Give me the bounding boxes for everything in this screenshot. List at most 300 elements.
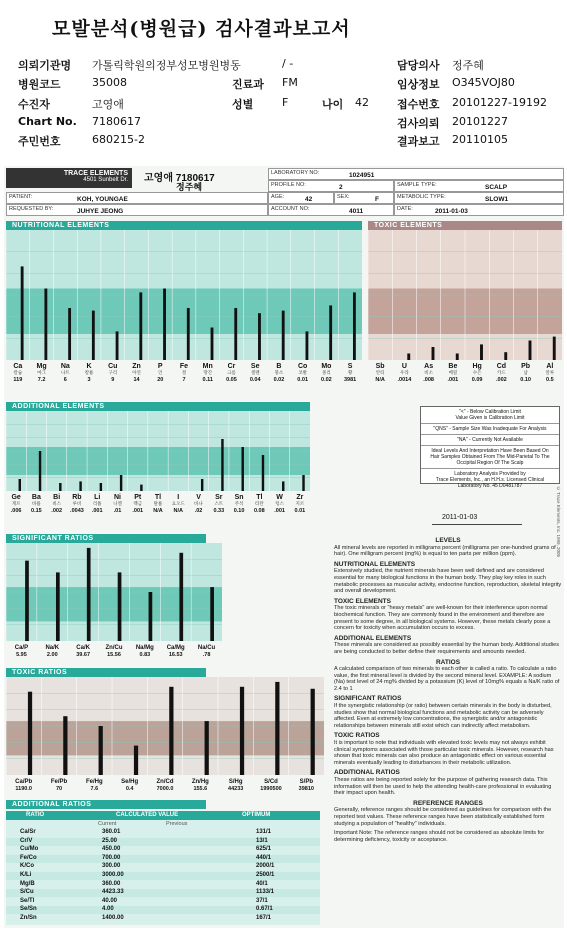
ratios-text: A calculated comparison of two minerals to each other is called a ratio. To calculate a ratio value, the first mineral level is divided by the second mineral level. EXAMPLE: A sodium (Na) test level of 24 mg% divided by a potassium (K) level of 10mg% equals a Na/K ratio of 2.4 to 1 [334,666,560,692]
bar [407,354,410,361]
korean-label: 철 [181,370,187,375]
current-value-cell: 360.01 [102,829,121,835]
ref-heading: REFERENCE RANGES [413,799,483,807]
ref-note: Important Note: The reference ranges should not be considered as absolute limits for determining deficiency, toxicity or acceptance. [334,830,545,843]
additional-header: ADDITIONAL ELEMENTS [6,402,310,411]
rrn-label: 주민번호 [18,135,61,148]
significant-ratios-chart [6,543,222,663]
patient-field: PATIENT: KOH, YOUNGAE [6,192,268,204]
table-row [6,863,320,871]
bar [163,289,166,361]
korean-label: 주석 [234,501,244,506]
korean-label: 티탄 [254,501,264,506]
korean-label: 인 [158,370,163,375]
value-label: 3981 [344,377,357,383]
value-label: 3 [87,377,91,383]
doctor-value: 정주혜 [452,59,484,72]
value-label: 0.15 [31,508,42,514]
handwritten-name: 고영애 7180617 [144,173,215,184]
bar [118,572,122,641]
chart-no-label: Chart No. [18,115,77,128]
bar [68,308,71,360]
category-label: Cd [496,363,507,370]
value-label: .002 [496,377,507,383]
bar [21,266,24,360]
sex-field: SEX: F [334,192,394,204]
add-ratios-header: ADDITIONAL RATIOS [6,800,206,809]
category-label: Mn [202,363,213,370]
category-label: Na [60,363,70,370]
table-row [6,915,320,923]
value-label: 7.2 [37,377,46,383]
category-label: Ca/Pb [15,779,33,785]
optimum-cell: 40/1 [256,880,268,887]
bar [282,481,284,491]
tox-heading: TOXIC ELEMENTS [334,597,391,605]
sex-value: F [282,96,289,109]
request-label: 검사의뢰 [397,117,440,130]
korean-label: 납 [523,370,528,375]
lab-logo: TRACE ELEMENTS 4501 Sunbelt Dr. [6,168,132,188]
value-label: 39810 [298,786,314,792]
korean-label: 요오드 [171,501,185,506]
bar [99,726,103,775]
table-row [6,838,320,846]
rrn-value: 680215-2 [92,133,145,146]
sig-heading: SIGNIFICANT RATIOS [334,695,402,703]
korean-label: 탈륨 [153,501,163,506]
table-row [6,872,320,880]
korean-label: 백금 [133,501,143,506]
korean-label: 아연 [132,370,141,375]
value-label: 70 [55,786,63,792]
bar [262,455,264,491]
bar [241,447,243,491]
category-label: Sr [215,494,223,501]
category-label: Rb [72,494,82,501]
current-value-cell: 4.00 [102,906,114,913]
current-value-cell: 360.00 [102,880,121,887]
category-label: Ca/P [14,645,29,651]
bar [92,311,95,360]
category-label: U [401,363,407,370]
category-label: Fe [179,363,189,370]
value-label: 39.67 [76,652,91,658]
tox-ratios-header: TOXIC RATIOS [6,668,206,677]
korean-label: 바나 [194,501,203,506]
category-label: Zn/Cu [105,645,123,651]
bar [120,475,122,491]
value-label: N/A [153,508,163,514]
value-label: 0.05 [226,377,237,383]
report-title: 모발분석(병원급) 검사결과보고서 [52,18,351,40]
bar [187,308,190,360]
value-label: 1190.0 [15,786,32,792]
value-label: .01 [113,508,122,514]
ar-heading: ADDITIONAL RATIOS [334,769,400,777]
bar [504,352,507,360]
reference-band [6,289,362,335]
sex-label: 성별 [232,98,254,111]
korean-label: 셀렌 [250,370,260,375]
bar [100,483,102,491]
korean-label: 루비 [72,501,82,506]
value-label: 0.5 [546,377,554,383]
sample-field: SAMPLE TYPE: SCALP [394,180,564,192]
category-label: Tl [256,494,263,501]
current-value-cell: 450.00 [102,846,121,853]
ratio-cell: Cr/V [20,837,33,844]
value-label: .02 [194,508,203,514]
tr-text: It is important to note that individuals with elevated toxic levels may not always exhibit clinical symptoms associated with those particular toxic minerals. However, research has shown that toxic minerals can also produce an antagonistic effect on various essential minerals eventually leading to disturbances in their metabolic utilization. [334,740,554,766]
value-label: 1990500 [260,786,282,792]
category-label: Sn [234,494,244,501]
category-label: Na/Mg [135,645,154,651]
receipt-label: 접수번호 [397,98,440,111]
receipt-value: 20101227-19192 [452,96,547,109]
value-label: 5.95 [16,652,27,658]
legend-box: "<" - Below Calibration Limit Value Given is Calibration Limit "QNS" - Sample Size Was Inadequate For Analysis "NA" - Currently Not Available Ideal Levels And Interpretation Have Been Based On Hair Samples Obtained From The Mid-Parietal To The Occipital Region Of The Scalp Laboratory Analysis Provided by Trace Elements, Inc., an H.H.s. Licensed Clinical Laboratory No. 45 D0481787 [420,406,560,484]
bar [56,572,60,641]
bar [282,311,285,360]
bar [210,587,214,641]
value-label: .001 [274,508,285,514]
levels-text: All mineral levels are reported in milligrams percent (milligrams per one-hundred grams of hair). One milligram percent (mg%) is equal to ten parts per million (ppm). [334,544,556,558]
optimum-cell: 13/1 [256,837,268,844]
korean-label: 비스 [52,501,62,506]
table-row [6,829,320,837]
value-label: 7 [182,377,186,383]
ratio-cell: Se/Tl [20,897,35,904]
clinical-label: 임상정보 [397,78,440,91]
value-label: .002 [51,508,63,514]
category-label: Sb [375,363,385,370]
category-label: P [157,363,163,370]
date-field: DATE: 2011-01-03 [394,204,564,216]
optimum-cell: 37/1 [256,897,268,904]
value-label: .001 [447,377,459,383]
category-label: Pb [521,363,531,370]
copyright-note: © Trace Elements, Inc. 1999, 2005 [556,486,561,558]
value-label: 0.02 [273,377,285,383]
bar [306,331,309,360]
value-label: 0.08 [253,508,265,514]
bar [456,354,459,361]
value-label: 14 [133,377,140,383]
bar [149,592,153,641]
value-label: .008 [423,377,434,383]
result-label: 결과보고 [397,135,440,148]
category-label: S/Pb [299,779,314,785]
hospital-code-label: 병원코드 [18,78,61,91]
category-label: Ca/K [76,645,90,651]
toxic-header: TOXIC ELEMENTS [368,221,562,230]
korean-label: 나트 [60,370,70,375]
clinical-value: O345VOJ80 [452,76,515,89]
korean-label: 알루 [545,370,555,375]
bar [432,347,435,360]
doctor-label: 담당의사 [397,59,440,72]
category-label: Na/Cu [197,645,216,651]
hospital-code-value: 35008 [92,76,127,89]
signature-date: 2011-01-03 [442,514,478,521]
category-label: Co [297,363,308,370]
category-label: Be [448,363,458,370]
korean-label: 지르 [295,501,305,506]
value-label: .006 [10,508,22,514]
value-label: 0.10 [520,377,531,383]
bar [201,479,203,491]
category-label: Cu [108,363,118,370]
tr-heading: TOXIC RATIOS [334,732,380,740]
korean-label: 스트 [214,501,224,506]
korean-label: 수은 [472,370,482,375]
value-label: .78 [202,652,211,658]
levels-heading: LEVELS [435,537,461,544]
korean-label: 마그 [37,370,46,375]
bar [59,483,61,491]
current-value-cell: 1400.00 [102,915,124,921]
current-value-cell: 300.00 [102,863,121,870]
value-label: 0.09 [471,377,483,383]
patient-label: 수진자 [18,98,50,111]
bar [211,328,214,361]
value-label: 2.00 [46,652,58,658]
value-label: 0.01 [297,377,309,383]
bar [139,292,142,360]
korean-label: 크롬 [227,370,236,375]
bar [140,485,142,491]
account-field: ACCOUNT NO: 4011 [268,204,394,216]
category-label: Ba [31,494,41,501]
bar [79,481,81,491]
optimum-cell: 1133/1 [256,889,275,896]
category-label: B [276,363,282,370]
category-label: Zn [132,363,141,370]
category-label: Pt [134,494,142,501]
nut-heading: NUTRITIONAL ELEMENTS [334,560,416,568]
category-label: Cr [227,363,236,370]
value-label: 119 [13,377,23,383]
ar-text: These ratios are being reported solely for the purpose of gathering research data. This information will then be used to help the attending health-care professional in evaluating their impact upon health. [334,777,552,797]
ratio-cell: K/Li [20,872,32,878]
category-label: S/Hg [228,779,243,785]
value-label: .001 [132,508,144,514]
current-value-cell: 3000.00 [102,872,124,878]
category-label: Hg [472,363,482,370]
ratio-cell: Ca/Sr [20,829,36,835]
value-label: N/A [375,377,385,383]
category-label: I [177,494,180,501]
sig-text: If the synergistic relationship (or ratio) between certain minerals in the body is disturbed, studies show that normal biological functions and metabolic activity can be adversely affected. Even at extremely low concentrations, the synergistic and/or antagonistic relationships between minerals still exist which can indirectly affect metabolism. [334,703,552,729]
table-row [6,898,320,906]
value-label: 0.33 [213,508,225,514]
value-label: .0014 [397,377,412,383]
bar [205,721,209,775]
korean-label: 칼륨 [84,370,94,375]
value-label: N/A [173,508,184,514]
request-value: 20101227 [452,115,508,128]
table-row [6,846,320,854]
table-row [6,855,320,863]
toxic-chart [368,230,562,390]
bar [221,439,223,491]
metabolic-field: METABOLIC TYPE: SLOW1 [394,192,564,204]
category-label: Al [546,363,554,370]
optimum-cell: 625/1 [256,846,272,853]
hospital-label: 의뢰기관명 [18,59,72,72]
value-label: 0.10 [233,508,245,514]
korean-label: 구리 [108,370,118,375]
value-label: 7000.0 [156,786,174,792]
bar [44,289,47,361]
dept-label: 진료과 [232,78,264,91]
category-label: As [424,363,434,370]
category-label: Se [250,363,260,370]
lab-report [4,166,564,928]
optimum-cell: 131/1 [256,829,272,835]
value-label: 0.4 [125,786,134,792]
table-row [6,889,320,897]
hospital-sep: / - [282,57,294,70]
reference-band [6,447,310,475]
category-label: Fe/Pb [50,779,68,785]
korean-label: 코발 [298,370,308,375]
toxic-ratios-chart [6,677,324,797]
category-label: Li [94,494,101,501]
bar [311,689,315,775]
sig-ratios-header: SIGNIFICANT RATIOS [6,534,206,543]
korean-label: 바륨 [32,501,41,506]
explanation-panel [334,534,562,843]
optimum-cell: 167/1 [256,915,272,921]
current-value-cell: 700.00 [102,854,121,861]
korean-label: 망간 [203,370,213,375]
table-header: RATIO CALCULATED VALUE OPTIMUM [6,811,320,820]
age-field: AGE: 42 [268,192,334,204]
category-label: Fe/Hg [85,779,103,785]
category-label: Mo [321,363,332,370]
bar [28,692,32,775]
patient-value: 고영애 [92,98,124,111]
optimum-cell: 440/1 [256,854,272,861]
bar [329,305,332,360]
category-label: S/Cd [264,779,278,785]
handwritten-doctor: 정주혜 [176,182,203,192]
korean-label: 칼슘 [13,370,23,375]
korean-label: 몰리 [322,370,331,375]
ref-text: Generally, reference ranges should be considered as guidelines for comparison with the reported test values. These reference ranges have been statistically established form studying a population of "healthy" individuals. [334,807,552,827]
bar [169,687,173,775]
current-value-cell: 25.00 [102,837,118,844]
category-label: S [347,363,353,370]
value-label: 0.04 [249,377,261,383]
current-value-cell: 40.00 [102,897,118,904]
category-label: W [276,494,283,501]
value-label: 155.6 [193,786,208,792]
chart-no-value: 7180617 [92,115,141,128]
korean-label: 안티 [375,370,385,375]
add-text: These minerals are considered as possibly essential by the human body. Additional studies are being conducted to better define their requirements and amounts needed. [334,642,560,655]
value-label: 15.56 [107,652,121,658]
value-label: 20 [157,377,164,383]
nutritional-header: NUTRITIONAL ELEMENTS [6,221,362,230]
korean-label: 베릴 [448,370,458,375]
bar [529,341,532,361]
category-label: Ni [113,494,121,501]
korean-label: 카드 [497,370,506,375]
bar [234,308,237,360]
value-label: 0.01 [294,508,306,514]
bar [116,331,119,360]
value-label: 16.53 [168,652,183,658]
bar [25,561,29,641]
category-label: Se/Hg [121,779,139,785]
value-label: 0.11 [202,377,213,383]
optimum-cell: 2000/1 [256,863,275,870]
current-value-cell: 4423.33 [102,889,124,896]
korean-label: 리튬 [92,501,102,506]
ratio-cell: Zn/Sn [20,915,37,921]
nutritional-chart [6,230,362,390]
category-label: K [86,363,92,370]
korean-label: 니켈 [113,501,122,506]
category-label: Zn/Hg [191,779,209,785]
value-label: 9 [111,377,115,383]
korean-label: 비소 [424,370,433,375]
bar [258,313,261,360]
signature-line [432,524,522,525]
value-label: 6 [63,377,67,383]
bar [39,451,41,491]
table-row [6,906,320,914]
category-label: Bi [53,494,61,501]
optimum-cell: 2500/1 [256,872,275,878]
ratio-cell: Fe/Co [20,854,37,861]
profile-field: PROFILE NO: 2 [268,180,394,192]
additional-chart [6,411,310,523]
korean-label: 붕소 [274,370,284,375]
result-value: 20110105 [452,133,508,146]
korean-label: 텅스 [275,501,284,506]
category-label: V [196,494,201,501]
bar [240,687,244,775]
ratio-cell: Se/Sn [20,906,37,913]
value-label: 0.02 [321,377,332,383]
ratio-cell: Cu/Mo [20,846,39,853]
ratios-heading: RATIOS [435,658,461,666]
value-label: 44233 [228,786,244,792]
category-label: Mg [36,363,47,370]
age-value: 42 [355,96,369,109]
bar [87,548,91,641]
lab-no-field: LABORATORY NO: 1024951 [268,168,564,180]
requested-by-field: REQUESTED BY: JUHYE JEONG [6,204,268,216]
bar [63,716,67,775]
bar [553,337,556,360]
hospital-value: 가톨릭학원의정부성모병원병동 [92,59,241,72]
ratio-cell: K/Co [20,863,34,870]
bar [134,746,138,775]
category-label: Tl [154,494,162,501]
nut-text: Extensively studied, the nutrient minerals have been well defined and are considered essential for many biological functions in the human body. They play key roles in such metabolic processes as muscular activity, endocrine function, reproduction, skeletal integrity and overall development. [334,568,562,595]
category-label: Na/K [45,645,60,651]
ratio-cell: S/Cu [20,889,34,896]
reference-band [6,587,222,621]
value-label: .001 [91,508,103,514]
optimum-cell: 0.67/1 [256,906,273,913]
value-label: 0.83 [139,652,151,658]
